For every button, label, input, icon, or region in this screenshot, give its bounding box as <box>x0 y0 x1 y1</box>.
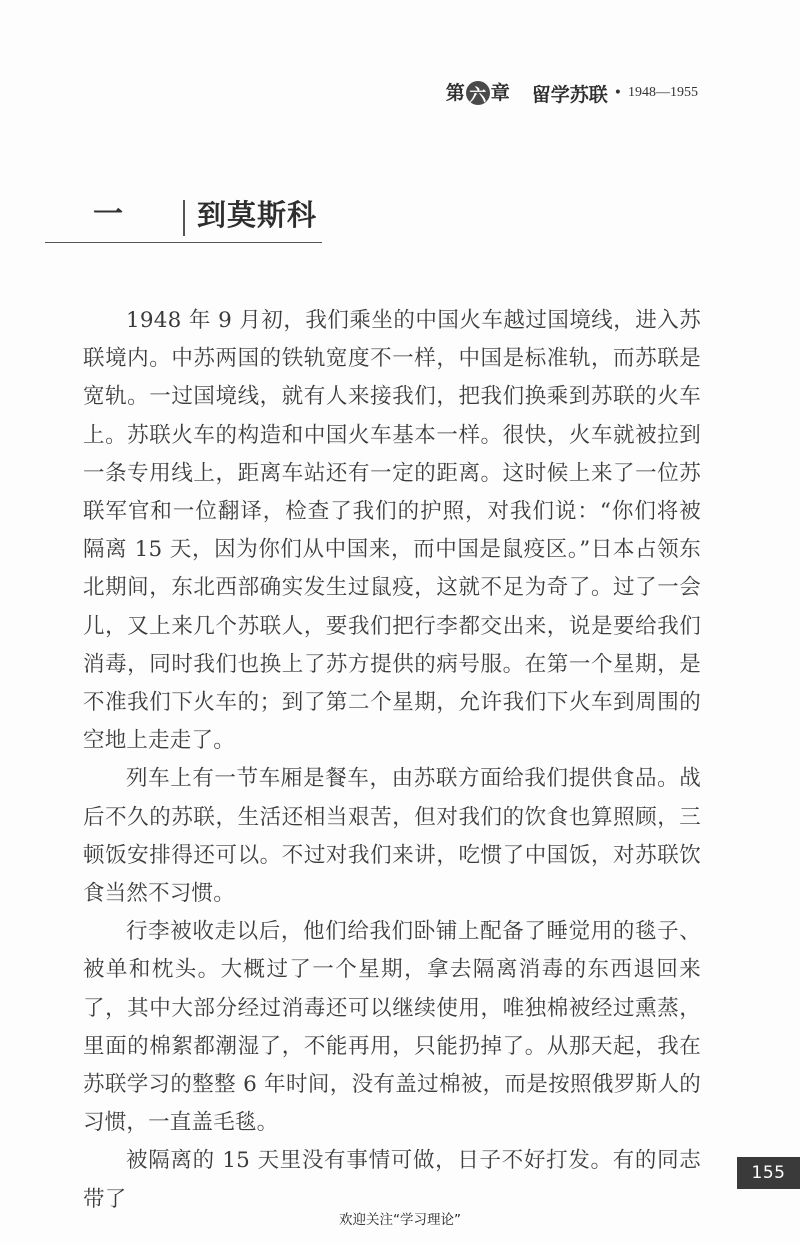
chapter-char-2: 六 <box>466 81 490 105</box>
header-separator: • <box>613 85 622 101</box>
page-number: 155 <box>737 1157 800 1189</box>
body-text <box>83 302 701 1219</box>
header-years: 1948—1955 <box>628 85 698 100</box>
section-heading <box>45 196 322 243</box>
chapter-char-1: 第 <box>445 81 465 104</box>
chapter-badge <box>446 81 510 105</box>
paragraph-2: 列车上有一节车厢是餐车，由苏联方面给我们提供食品。战后不久的苏联，生活还相当艰苦，但对我们的饮食也算照顾，三顿饭安排得还可以。不过对我们来讲，吃惯了中国饭，对苏联饮食当然不习惯。 <box>83 766 701 907</box>
paragraph-4: 被隔离的 15 天里没有事情可做，日子不好打发。有的同志带了 <box>83 1148 701 1212</box>
paragraph-3: 行李被收走以后，他们给我们卧铺上配备了睡觉用的毯子、被单和枕头。大概过了一个星期，拿去隔离消毒的东西退回来了，其中大部分经过消毒还可以继续使用，唯独棉被经过熏蒸，里面的棉絮都潮湿了，不能再用，只能扔掉了。从那天起，我在苏联学习的整整 6 年时间，没有盖过棉被，而是按照俄罗斯人的习惯，一直盖毛毯。 <box>83 919 701 1136</box>
header-title: 留学苏联 <box>531 83 608 106</box>
paragraph-1: 1948 年 9 月初，我们乘坐的中国火车越过国境线，进入苏联境内。中苏两国的铁轨宽度不一样，中国是标准轨，而苏联是宽轨。一过国境线，就有人来接我们，把我们换乘到苏联的火车上。苏联火车的构造和中国火车基本一样。很快，火车就被拉到一条专用线上，距离车站还有一定的距离。这时候上来了一位苏联军官和一位翻译，检查了我们的护照，对我们说：“你们将被隔离 15 天，因为你们从中国来，而中国是鼠疫区。”日本占领东北期间，东北西部确实发生过鼠疫，这就不足为奇了。过了一会儿，又上来几个苏联人，要我们把行李都交出来，说是要给我们消毒，同时我们也换上了苏方提供的病号服。在第一个星期，是不准我们下火车的；到了第二个星期，允许我们下火车到周围的空地上走走了。 <box>83 308 701 754</box>
chapter-char-3: 章 <box>490 81 510 104</box>
section-divider <box>183 200 185 236</box>
section-number: 一 <box>93 197 123 232</box>
running-header <box>446 78 698 108</box>
footer-note: 欢迎关注“学习理论” <box>339 1212 461 1228</box>
section-title: 到莫斯科 <box>197 198 318 232</box>
